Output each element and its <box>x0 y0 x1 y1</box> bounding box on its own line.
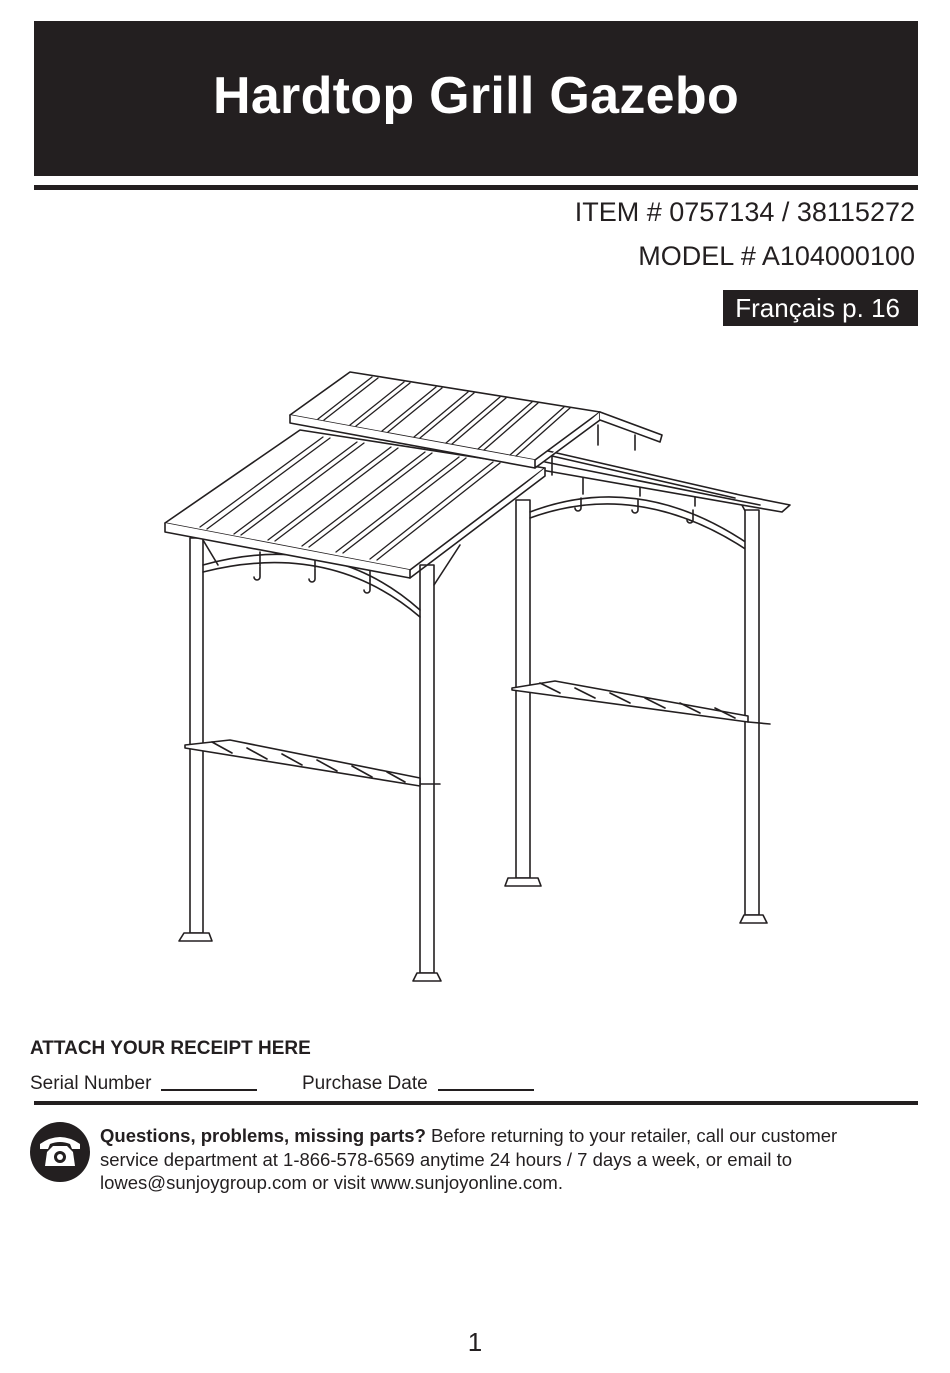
hooks-back <box>575 498 693 523</box>
model-number: MODEL # A104000100 <box>638 241 915 271</box>
serial-number-line[interactable] <box>161 1089 257 1091</box>
purchase-date-field[interactable] <box>302 1073 534 1095</box>
right-shelf <box>512 681 770 724</box>
receipt-heading: ATTACH YOUR RECEIPT HERE <box>30 1038 311 1059</box>
front-left-post <box>413 565 441 981</box>
serial-number-field[interactable] <box>30 1073 257 1095</box>
purchase-date-line[interactable] <box>438 1089 534 1091</box>
hooks-front <box>254 567 370 593</box>
item-number: ITEM # 0757134 / 38115272 <box>574 197 915 227</box>
header-divider <box>34 185 918 190</box>
french-page-link[interactable]: Français p. 16 <box>723 290 918 326</box>
purchase-date-label: Purchase Date <box>302 1073 428 1094</box>
receipt-divider <box>34 1101 918 1105</box>
gazebo-illustration <box>160 365 800 990</box>
title-banner <box>34 21 918 176</box>
back-left-post <box>179 538 212 941</box>
document-title: Hardtop Grill Gazebo <box>212 66 740 125</box>
customer-service-notice <box>100 1124 900 1195</box>
telephone-icon <box>30 1122 90 1182</box>
help-body: Before returning to your retailer, call our customer service department at 1-866-578-6569 anytime 24 hours / 7 days a week, or email to lowes@sunjoygroup.com or visit www.sunjoyonline.com. <box>100 1125 838 1193</box>
help-lead: Questions, problems, missing parts? <box>100 1125 426 1146</box>
page-number: 1 <box>467 1327 483 1357</box>
left-shelf <box>185 740 440 786</box>
serial-number-label: Serial Number <box>30 1073 152 1094</box>
